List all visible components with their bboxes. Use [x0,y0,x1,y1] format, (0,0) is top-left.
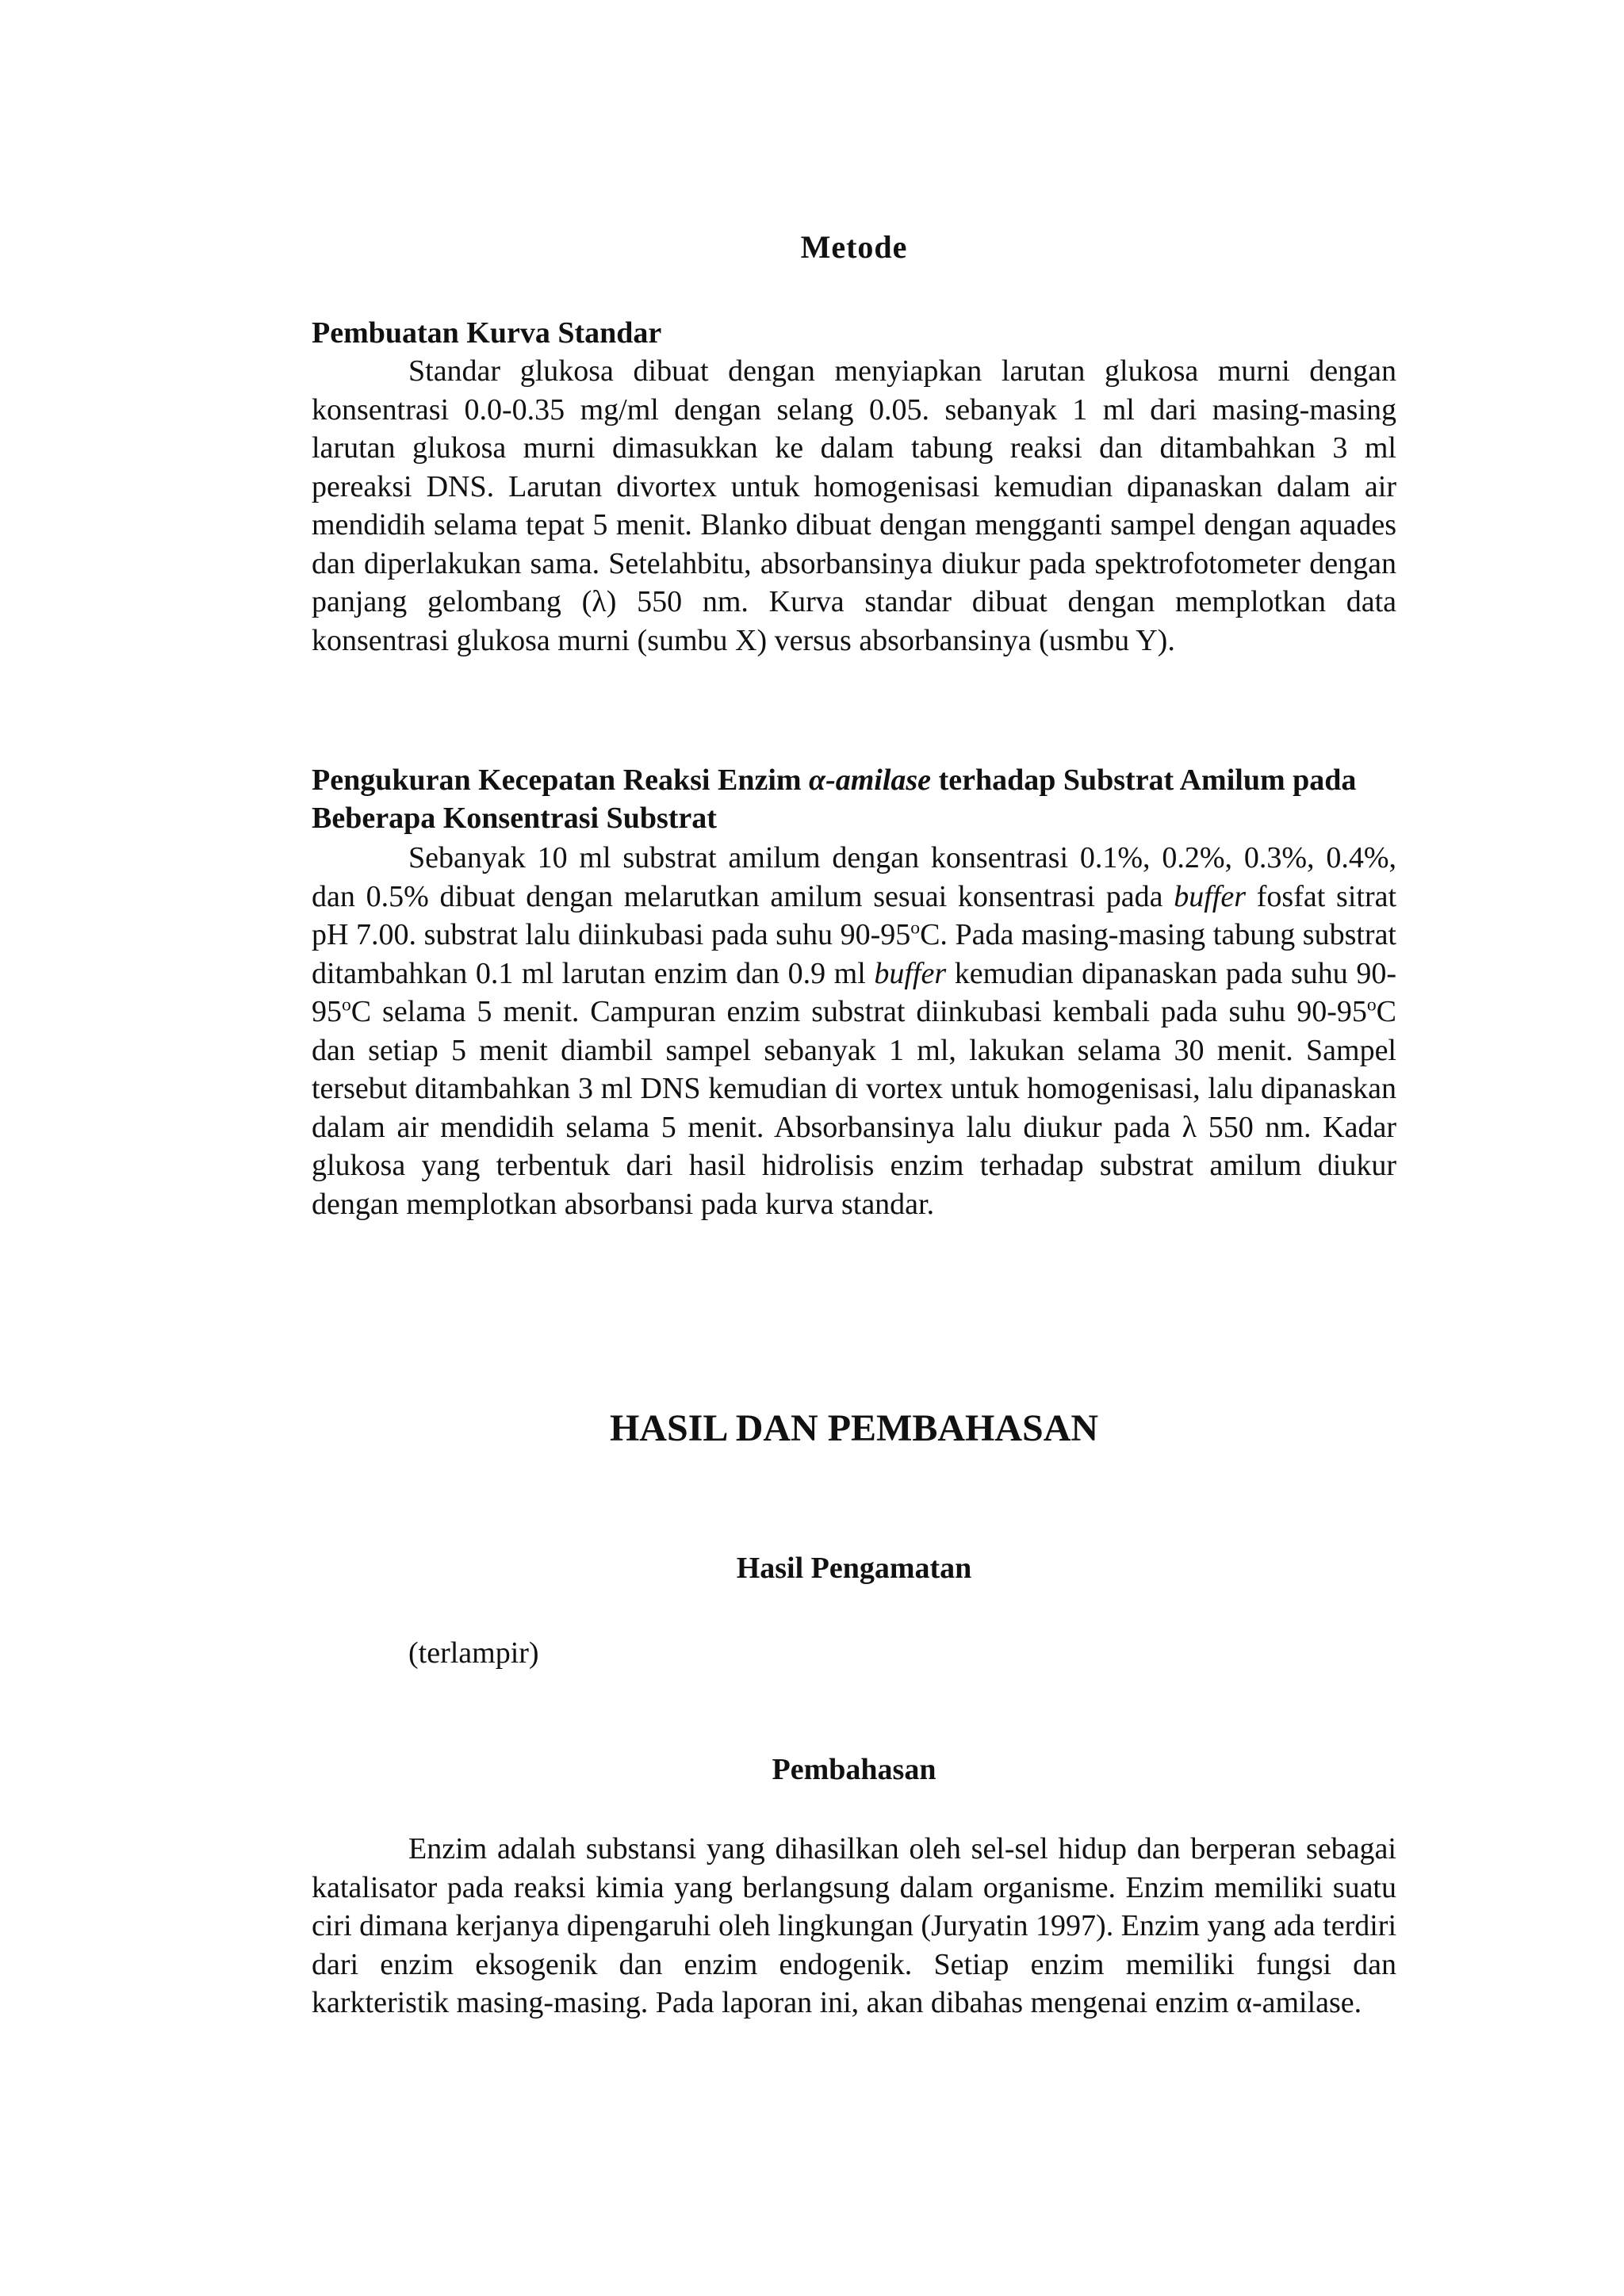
pengukuran-text-5: C selama 5 menit. Campuran enzim substrat diinkubasi kembali pada suhu 90-95 [350,995,1367,1028]
paragraph-pembahasan: Enzim adalah substansi yang dihasilkan oleh sel-sel hidup dan berperan sebagai katalisator pada reaksi kimia yang berlangsung dalam organisme. Enzim memiliki suatu ciri dimana kerjanya dipengaruhi oleh lingkungan (Juryatin 1997). Enzim yang ada terdiri dari enzim eksogenik dan enzim endogenik. Setiap enzim memiliki fungsi dan karkteristik masing-masing. Pada laporan ini, akan dibahas mengenai enzim α-amilase. [312,1832,1396,2019]
heading-pembahasan: Pembahasan [772,1753,936,1786]
paragraph-pengukuran [312,839,1396,1223]
pengukuran-text-4: kemudian dipanaskan pada suhu 90-95 [312,956,1397,1028]
heading-metode: Metode [800,229,908,265]
note-terlampir: (terlampir) [408,1636,539,1670]
pengukuran-text-1: Sebanyak 10 ml substrat amilum dengan konsentrasi 0.1%, 0.2%, 0.3%, 0.4%, dan 0.5% dibuat dengan melarutkan amilum sesuai konsentrasi pada [312,841,1396,913]
heading-hasil-pengamatan: Hasil Pengamatan [736,1552,972,1585]
pengukuran-text-2: fosfat sitrat pH 7.00. substrat lalu diinkubasi pada suhu 90-95 [312,879,1397,951]
heading-enzyme-name: α-amilase [809,763,932,797]
pengukuran-text-3: C. Pada masing-masing tabung substrat ditambahkan 0.1 ml larutan enzim dan 0.9 ml [312,918,1396,990]
heading-hasil-dan-pembahasan: HASIL DAN PEMBAHASAN [609,1407,1099,1449]
heading-pengukuran-part2: terhadap Substrat Amilum pada Beberapa Konsentrasi Substrat [312,763,1357,835]
degree-superscript-1: o [910,917,921,939]
heading-pembuatan-kurva-standar: Pembuatan Kurva Standar [312,316,662,350]
degree-superscript-2: o [342,994,351,1016]
heading-pengukuran-kecepatan-reaksi [312,761,1396,837]
heading-pengukuran-part1: Pengukuran Kecepatan Reaksi Enzim [312,763,802,797]
degree-superscript-3: o [1366,994,1377,1016]
pengukuran-text-6: C dan setiap 5 menit diambil sampel sebanyak 1 ml, lakukan selama 30 menit. Sampel tersebut ditambahkan 3 ml DNS kemudian di vortex untuk homogenisasi, lalu dipanaskan dalam air mendidih selama 5 menit. Absorbansinya lalu diukur pada λ 550 nm. Kadar glukosa yang terbentuk dari hasil hidrolisis enzim terhadap substrat amilum diukur dengan memplotkan absorbansi pada kurva standar. [312,995,1396,1221]
pengukuran-buffer-2: buffer [874,956,947,990]
paragraph-kurva-standar: Standar glukosa dibuat dengan menyiapkan larutan glukosa murni dengan konsentrasi 0.0-0.35 mg/ml dengan selang 0.05. sebanyak 1 ml dari masing-masing larutan glukosa murni dimasukkan ke dalam tabung reaksi dan ditambahkan 3 ml pereaksi DNS. Larutan divortex untuk homogenisasi kemudian dipanaskan dalam air mendidih selama tepat 5 menit. Blanko dibuat dengan mengganti sampel dengan aquades dan diperlakukan sama. Setelahbitu, absorbansinya diukur pada spektrofotometer dengan panjang gelombang (λ) 550 nm. Kurva standar dibuat dengan memplotkan data konsentrasi glukosa murni (sumbu X) versus absorbansinya (usmbu Y). [312,354,1396,657]
pengukuran-buffer-1: buffer [1174,879,1246,913]
